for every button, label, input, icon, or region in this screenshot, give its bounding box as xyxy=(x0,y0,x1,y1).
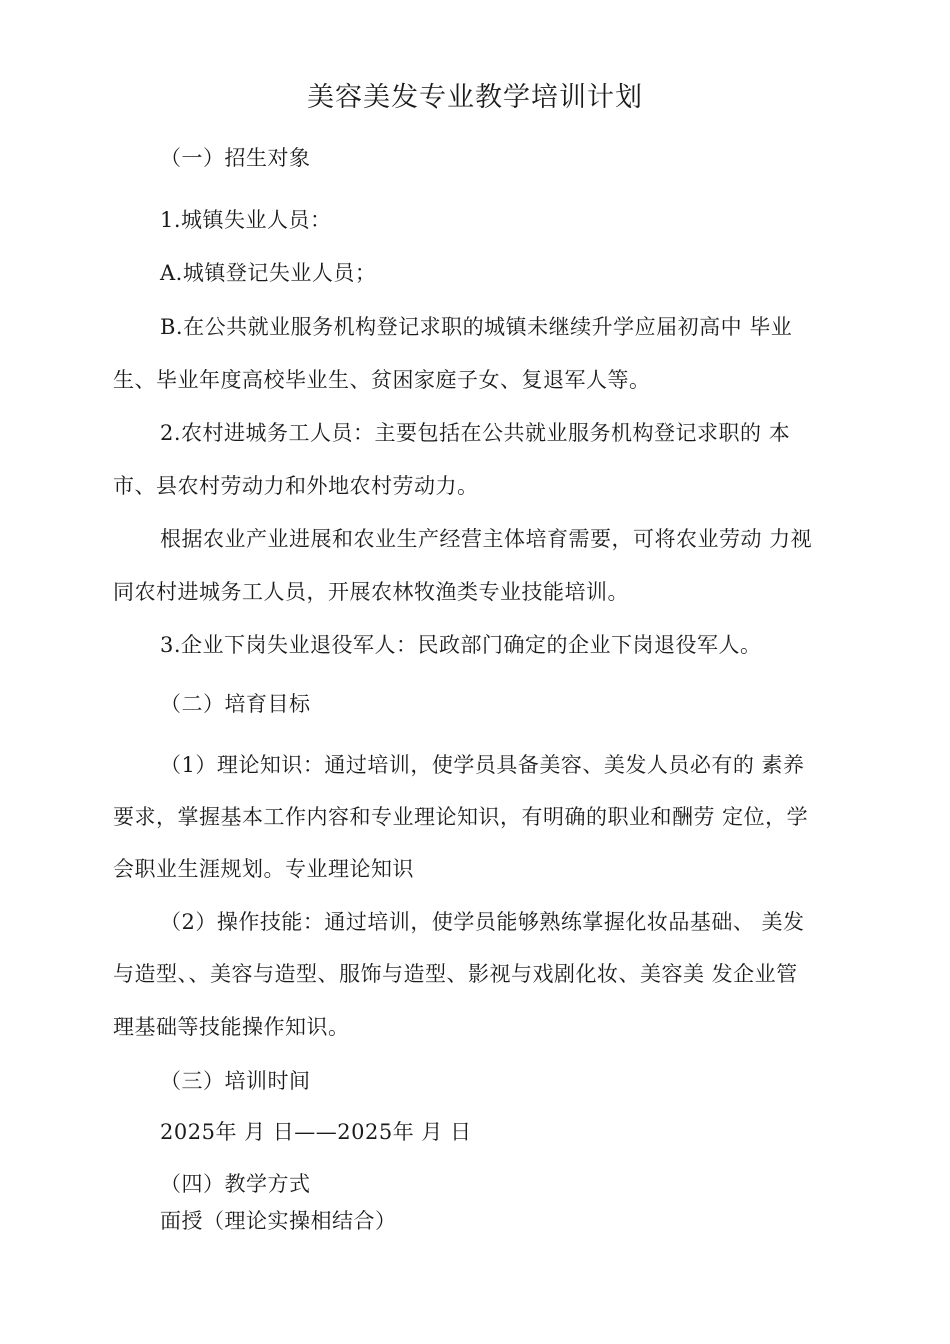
paragraph-line: 同农村进城务工人员，开展农林牧渔类专业技能培训。 xyxy=(113,580,629,604)
teaching-method-text: 面授（理论实操相结合） xyxy=(160,1209,397,1233)
paragraph-line: （1）理论知识：通过培训，使学员具备美容、美发人员必有的 素养 xyxy=(160,753,805,777)
paragraph-line: 生、毕业年度高校毕业生、贫困家庭子女、复退军人等。 xyxy=(113,368,651,392)
paragraph-line: 1.城镇失业人员： xyxy=(160,208,332,232)
paragraph-line: 要求，掌握基本工作内容和专业理论知识，有明确的职业和酬劳 定位，学 xyxy=(113,805,809,829)
paragraph-line: 市、县农村劳动力和外地农村劳动力。 xyxy=(113,474,479,498)
paragraph-line: 理基础等技能操作知识。 xyxy=(113,1015,350,1039)
section-heading-enrollment: （一）招生对象 xyxy=(160,146,311,170)
paragraph-line: 会职业生涯规划。专业理论知识 xyxy=(113,857,414,881)
section-heading-time: （三）培训时间 xyxy=(160,1069,311,1093)
paragraph-line: 与造型、、美容与造型、服饰与造型、影视与戏剧化妆、美容美 发企业管 xyxy=(113,962,798,986)
paragraph-line: A.城镇登记失业人员； xyxy=(160,261,377,285)
paragraph-line: 3.企业下岗失业退役军人：民政部门确定的企业下岗退役军人。 xyxy=(160,633,762,657)
section-heading-goals: （二）培育目标 xyxy=(160,692,311,716)
paragraph-line: B.在公共就业服务机构登记求职的城镇未继续升学应届初高中 毕业 xyxy=(160,315,793,339)
paragraph-line: （2）操作技能：通过培训，使学员能够熟练掌握化妆品基础、 美发 xyxy=(160,910,805,934)
document-title: 美容美发专业教学培训计划 xyxy=(307,82,643,113)
paragraph-line: 2.农村进城务工人员：主要包括在公共就业服务机构登记求职的 本 xyxy=(160,421,791,445)
paragraph-line: 根据农业产业进展和农业生产经营主体培育需要，可将农业劳动 力视 xyxy=(160,527,813,551)
section-heading-method: （四）教学方式 xyxy=(160,1172,311,1196)
training-date-range: 2025年 月 日——2025年 月 日 xyxy=(160,1120,472,1144)
